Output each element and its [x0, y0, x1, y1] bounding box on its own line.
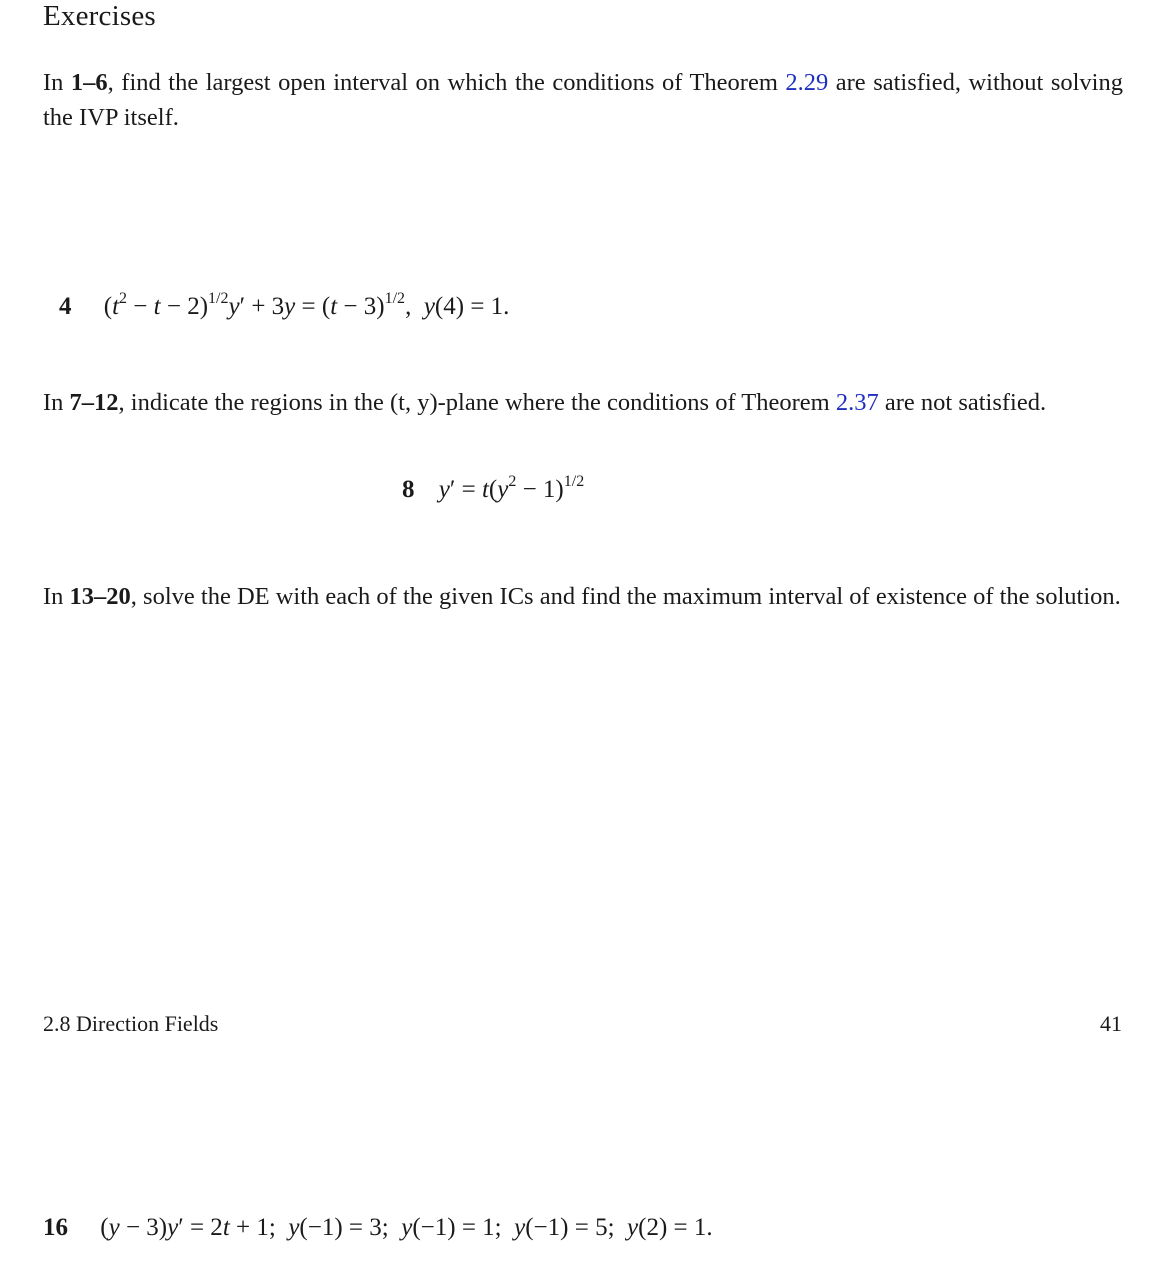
section-heading: Exercises — [43, 0, 156, 32]
exercise-range-1-6: 1–6 — [70, 69, 108, 96]
exercise-range-13-20: 13–20 — [69, 583, 131, 610]
exercise-16 — [43, 1214, 713, 1242]
exercise-8-equation: $y' = t(y^2 - 1)^{1/2}$ — [438, 473, 585, 503]
para1-prefix: In — [43, 69, 71, 96]
exercise-8 — [402, 473, 585, 504]
theorem-link-2-37[interactable]: 2.37 — [835, 389, 879, 416]
para3-suffix: , solve the DE with each of the given ICs and find the maximum interval of existence of the solution. — [130, 583, 1121, 610]
instruction-paragraph-2 — [43, 385, 1123, 420]
exercise-16-equation: (y − 3)y′ = 2t + 1; y(−1) = 3; y(−1) = 1; y(−1) = 5; y(2) = 1. — [100, 1214, 713, 1241]
para1-middle: , find the largest open interval on which the conditions of Theorem — [107, 69, 786, 96]
exercise-range-7-12: 7–12 — [69, 389, 119, 416]
exercise-4 — [59, 290, 510, 321]
para1-suffix: are satisfied, without solving the IVP itself. — [43, 69, 1123, 131]
exercise-number: 8 — [402, 476, 415, 503]
exercise-number: 4 — [59, 293, 72, 320]
exercise-number: 16 — [43, 1214, 68, 1241]
instruction-paragraph-1 — [43, 65, 1123, 135]
para2-middle: , indicate the regions in the (t, y)-plane where the conditions of Theorem — [118, 389, 836, 416]
theorem-link-2-29[interactable]: 2.29 — [785, 69, 829, 96]
para2-suffix: are not satisfied. — [878, 389, 1047, 416]
page-number: 41 — [1100, 1011, 1122, 1036]
exercise-4-equation: $(t^2 - t - 2)^{1/2}y' + 3y = (t - 3)^{1/2}$, y(4) = 1. — [103, 290, 510, 320]
running-footer-section: 2.8 Direction Fields — [43, 1011, 219, 1036]
instruction-paragraph-3 — [43, 579, 1123, 614]
para3-prefix: In — [43, 583, 70, 610]
para2-prefix: In — [43, 389, 70, 416]
